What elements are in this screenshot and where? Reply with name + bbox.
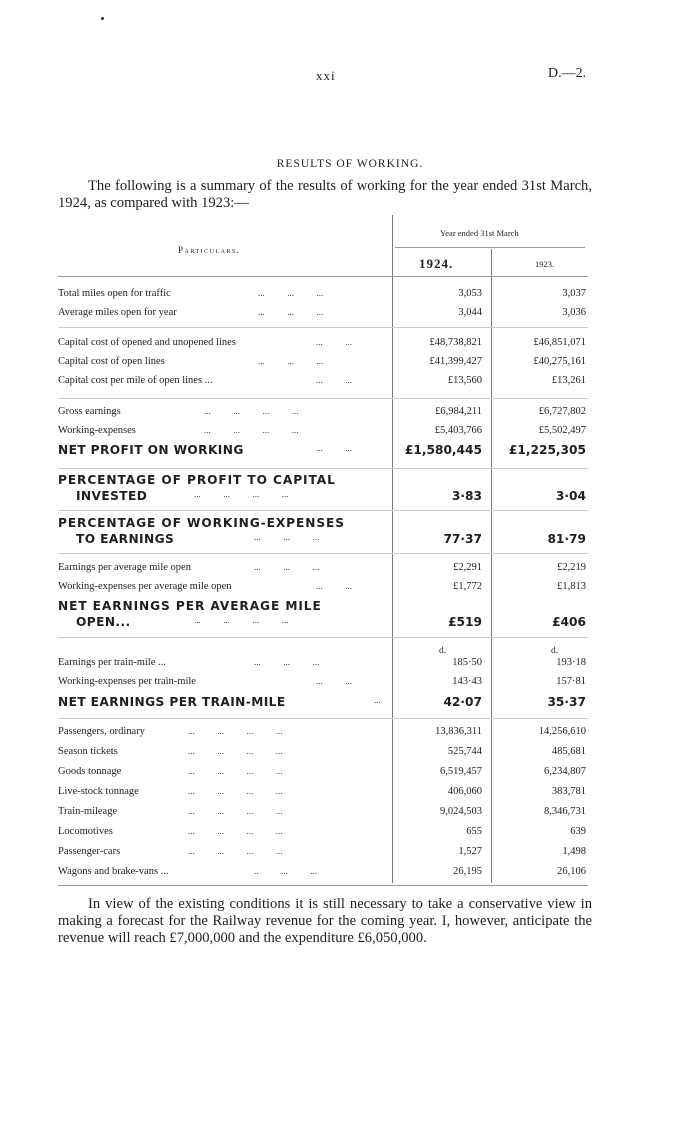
row-label-continued: OPEN... [76, 615, 131, 629]
table-row [58, 356, 586, 374]
value-1923: 3·04 [555, 489, 586, 503]
table-row [58, 443, 586, 461]
row-label: Earnings per train-mile ... [58, 657, 166, 668]
leader-dots: ... ... ... ... [204, 425, 299, 435]
row-label: PERCENTAGE OF WORKING-EXPENSES [58, 516, 345, 530]
leader-dots: ... ... [316, 443, 352, 453]
leader-dots: ... ... ... ... [188, 766, 283, 776]
row-label: NET PROFIT ON WORKING [58, 443, 244, 457]
value-1924: 26,195 [453, 866, 482, 877]
page-number: xxi [316, 68, 336, 83]
table-row [58, 599, 586, 635]
value-1923: 193·18 [556, 657, 586, 668]
leader-dots: ... [374, 695, 381, 705]
value-1924: 42·07 [443, 695, 482, 709]
table-row [58, 806, 586, 824]
value-1924: 185·50 [452, 657, 482, 668]
row-label: Wagons and brake-vans ... [58, 866, 169, 877]
table-row [58, 676, 586, 694]
table-bottom-rule [58, 885, 588, 886]
row-label: NET EARNINGS PER TRAIN-MILE [58, 695, 286, 709]
value-1923: 639 [570, 826, 586, 837]
stray-mark [101, 17, 104, 20]
value-1924: £1,580,445 [404, 443, 482, 457]
value-1924: 13,836,311 [435, 726, 482, 737]
value-1923: 3,036 [562, 307, 586, 318]
table-row [58, 786, 586, 804]
row-label: Capital cost per mile of open lines ... [58, 375, 213, 386]
value-1924: 77·37 [443, 532, 482, 546]
row-label: PERCENTAGE OF PROFIT TO CAPITAL [58, 473, 336, 487]
row-label: Working-expenses per average mile open [58, 581, 232, 592]
table-row [58, 766, 586, 784]
year-ended-header: Year ended 31st March [440, 228, 519, 238]
value-1924: £5,403,766 [434, 425, 482, 436]
value-1924: 3·83 [451, 489, 482, 503]
value-1923: £46,851,071 [533, 337, 586, 348]
row-label: Average miles open for year [58, 307, 177, 318]
table-row [58, 657, 586, 675]
table-row [58, 406, 586, 424]
row-label: Capital cost of opened and unopened lines [58, 337, 236, 348]
table-row [58, 826, 586, 844]
value-1924: 406,060 [447, 786, 482, 797]
value-1923: £2,219 [557, 562, 586, 573]
leader-dots: ... ... ... [258, 356, 324, 366]
group-rule [58, 718, 588, 719]
value-1923: 26,106 [557, 866, 586, 877]
leader-dots: ... ... ... ... [188, 826, 283, 836]
row-label: Capital cost of open lines [58, 356, 165, 367]
value-1923: £6,727,802 [538, 406, 586, 417]
group-rule [58, 327, 588, 328]
leader-dots: ... ... ... [258, 307, 324, 317]
row-label: Working-expenses per train-mile [58, 676, 196, 687]
row-label: Passenger-cars [58, 846, 121, 857]
value-1924: £2,291 [453, 562, 482, 573]
value-1924: £41,399,427 [429, 356, 482, 367]
table-row [58, 746, 586, 764]
value-1923: £1,813 [557, 581, 586, 592]
row-label: Passengers, ordinary [58, 726, 145, 737]
table-row [58, 375, 586, 393]
header-bottom-rule [58, 276, 588, 277]
value-1923: 1,498 [562, 846, 586, 857]
intro-text: The following is a summary of the results of working for the year ended 31st March, 1924, as compared with 1923:— [58, 178, 592, 211]
table-row [58, 695, 586, 713]
value-1923: 383,781 [551, 786, 586, 797]
row-label: Earnings per average mile open [58, 562, 191, 573]
table-row [58, 425, 586, 443]
row-label: Train-mileage [58, 806, 118, 817]
closing-paragraph [58, 896, 592, 947]
value-1923: £406 [552, 615, 586, 629]
group-rule [58, 468, 588, 469]
value-1923: £13,261 [551, 375, 586, 386]
row-label-continued: INVESTED [76, 489, 148, 503]
column-header-1924: 1924. [419, 256, 454, 271]
particulars-header: Particulars. [178, 245, 241, 255]
value-1923: 157·81 [556, 676, 586, 687]
leader-dots: ... ... ... [254, 562, 320, 572]
group-rule [58, 398, 588, 399]
value-1923: 485,681 [551, 746, 586, 757]
leader-dots: ... ... [316, 676, 352, 686]
table-row [58, 473, 586, 509]
row-label: Season tickets [58, 746, 118, 757]
group-rule [58, 553, 588, 554]
row-label-continued: TO EARNINGS [76, 532, 175, 546]
leader-dots: ... ... ... [254, 657, 320, 667]
leader-dots: ... ... [316, 375, 352, 385]
unit-pence-1923: d. [551, 646, 559, 656]
value-1924: 143·43 [452, 676, 482, 687]
row-label: Live-stock tonnage [58, 786, 139, 797]
value-1924: 655 [466, 826, 482, 837]
value-1924: 3,053 [458, 288, 482, 299]
row-label: NET EARNINGS PER AVERAGE MILE [58, 599, 322, 613]
table-row [58, 337, 586, 355]
value-1924: £519 [448, 615, 482, 629]
leader-dots: ... ... ... ... [194, 489, 289, 499]
table-row [58, 562, 586, 580]
value-1923: £40,275,161 [533, 356, 586, 367]
value-1924: £6,984,211 [435, 406, 482, 417]
row-label: Total miles open for traffic [58, 288, 171, 299]
row-label: Working-expenses [58, 425, 136, 436]
group-rule [58, 510, 588, 511]
leader-dots: ... ... ... ... [188, 726, 283, 736]
leader-dots: ... ... ... [258, 288, 324, 298]
value-1924: £48,738,821 [429, 337, 482, 348]
row-label: Locomotives [58, 826, 113, 837]
value-1924: £1,772 [453, 581, 482, 592]
value-1923: 3,037 [562, 288, 586, 299]
table-row [58, 307, 586, 325]
leader-dots: ... ... [316, 337, 352, 347]
intro-paragraph [58, 178, 592, 212]
table-row [58, 516, 586, 552]
closing-text: In view of the existing conditions it is still necessary to take a conservative view in making a forecast for the Railway revenue for the coming year. I, however, anticipate the revenue will reach £7,000,000 and the expenditure £6,050,000. [58, 896, 592, 946]
leader-dots: ... ... ... ... [188, 746, 283, 756]
row-label: Gross earnings [58, 406, 121, 417]
value-1924: £13,560 [447, 375, 482, 386]
table-row [58, 846, 586, 864]
document-reference: D.—2. [548, 66, 587, 81]
leader-dots: ... ... ... ... [204, 406, 299, 416]
leader-dots: ... ... ... [254, 532, 320, 542]
value-1924: 525,744 [447, 746, 482, 757]
table-row [58, 581, 586, 599]
row-label: Goods tonnage [58, 766, 122, 777]
value-1923: 6,234,807 [544, 766, 586, 777]
value-1924: 1,527 [458, 846, 482, 857]
value-1923: 8,346,731 [544, 806, 586, 817]
value-1923: £1,225,305 [508, 443, 586, 457]
leader-dots: ... ... ... ... [188, 786, 283, 796]
table-row [58, 866, 586, 884]
value-1923: 14,256,610 [538, 726, 586, 737]
value-1924: 9,024,503 [440, 806, 482, 817]
header-rule [395, 247, 585, 248]
table-row [58, 726, 586, 744]
leader-dots: ... ... ... ... [188, 806, 283, 816]
leader-dots: .. ... ... [254, 866, 317, 876]
value-1923: 35·37 [547, 695, 586, 709]
leader-dots: ... ... ... ... [194, 615, 289, 625]
column-header-1923: 1923. [535, 259, 555, 269]
unit-pence-1924: d. [439, 646, 447, 656]
leader-dots: ... ... ... ... [188, 846, 283, 856]
value-1924: 6,519,457 [440, 766, 482, 777]
value-1923: £5,502,497 [538, 425, 586, 436]
value-1924: 3,044 [458, 307, 482, 318]
section-title: RESULTS OF WORKING. [276, 158, 424, 170]
value-1923: 81·79 [547, 532, 586, 546]
leader-dots: ... ... [316, 581, 352, 591]
group-rule [58, 637, 588, 638]
table-row [58, 288, 586, 306]
